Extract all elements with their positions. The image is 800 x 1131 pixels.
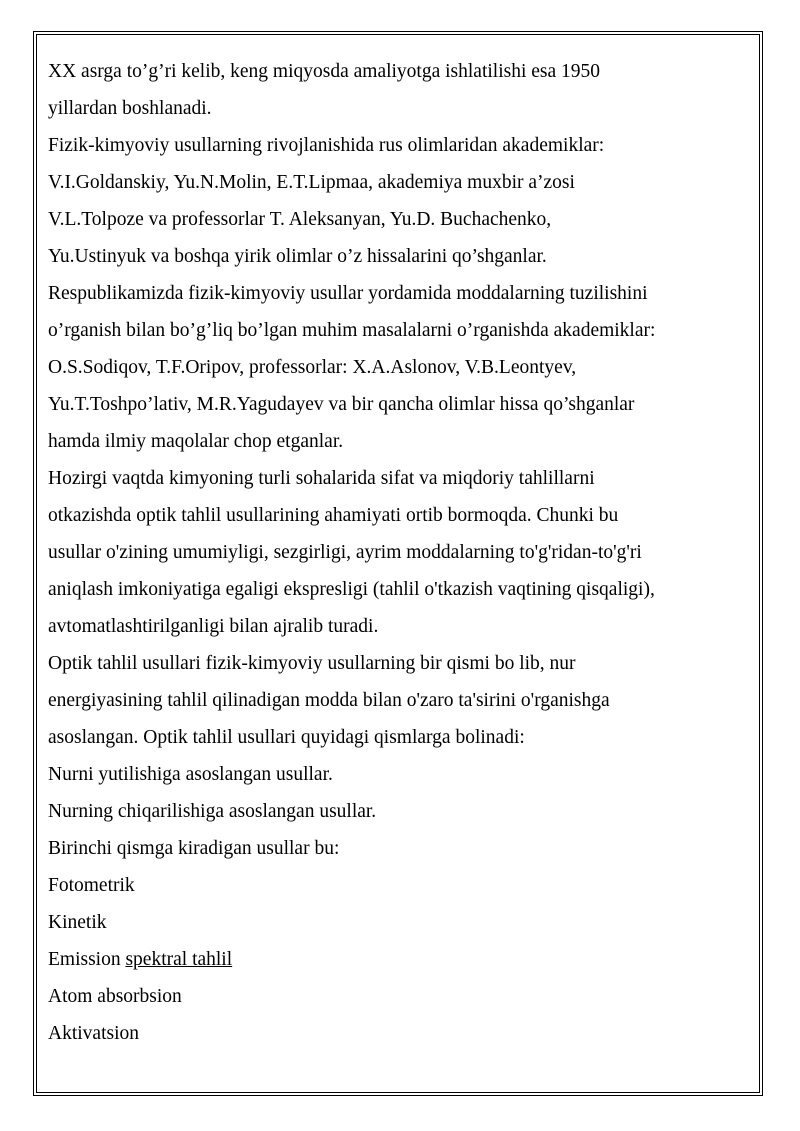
text-line: Fizik-kimyoviy usullarning rivojlanishida rus olimlaridan akademiklar:: [48, 135, 605, 156]
list-item-emission: [48, 941, 748, 978]
text-line: Yu.Ustinyuk va boshqa yirik olimlar o’z hissalarini qo’shganlar.: [48, 246, 547, 267]
list-item: Fotometrik: [48, 875, 135, 896]
text-line: Yu.T.Toshpo’lativ, M.R.Yagudayev va bir qancha olimlar hissa qo’shganlar: [48, 394, 635, 415]
text-line: XX asrga to’g’ri kelib, keng miqyosda amaliyotga ishlatilishi esa 1950: [48, 61, 601, 82]
text-line: aniqlash imkoniyatiga egaligi ekspresligi (tahlil o'tkazish vaqtining qisqaligi),: [48, 579, 655, 600]
text-line: otkazishda optik tahlil usullarining ahamiyati ortib bormoqda. Chunki bu: [48, 505, 619, 526]
text-line: avtomatlashtirilganligi bilan ajralib turadi.: [48, 616, 379, 637]
text-line: asoslangan. Optik tahlil usullari quyidagi qismlarga bolinadi:: [48, 727, 525, 748]
list-item: Atom absorbsion: [48, 986, 182, 1007]
text-line: Respublikamizda fizik-kimyoviy usullar yordamida moddalarning tuzilishini: [48, 283, 648, 304]
emission-prefix: Emission: [48, 949, 126, 970]
text-line: o’rganish bilan bo’g’liq bo’lgan muhim masalalarni o’rganishda akademiklar:: [48, 320, 656, 341]
text-line: Optik tahlil usullari fizik-kimyoviy usullarning bir qismi bo lib, nur: [48, 653, 576, 674]
text-line: energiyasining tahlil qilinadigan modda bilan o'zaro ta'sirini o'rganishga: [48, 690, 610, 711]
text-line: yillardan boshlanadi.: [48, 98, 212, 119]
text-line: V.I.Goldanskiy, Yu.N.Molin, E.T.Lipmaa, akademiya muxbir a’zosi: [48, 172, 575, 193]
list-item: Aktivatsion: [48, 1023, 139, 1044]
list-item: Kinetik: [48, 912, 107, 933]
text-line: usullar o'zining umumiyligi, sezgirligi, ayrim moddalarning to'g'ridan-to'g'ri: [48, 542, 642, 563]
text-line: Hozirgi vaqtda kimyoning turli sohalarida sifat va miqdoriy tahlillarni: [48, 468, 595, 489]
text-line: V.L.Tolpoze va professorlar T. Aleksanyan, Yu.D. Buchachenko,: [48, 209, 552, 230]
document-text: [48, 53, 748, 1052]
list-item: Nurning chiqarilishiga asoslangan usullar.: [48, 801, 377, 822]
text-line: O.S.Sodiqov, T.F.Oripov, professorlar: X.A.Aslonov, V.B.Leontyev,: [48, 357, 577, 378]
text-line: hamda ilmiy maqolalar chop etganlar.: [48, 431, 344, 452]
spektral-tahlil-link[interactable]: spektral tahlil: [125, 949, 233, 970]
list-item: Nurni yutilishiga asoslangan usullar.: [48, 764, 333, 785]
list-item: Birinchi qismga kiradigan usullar bu:: [48, 838, 340, 859]
